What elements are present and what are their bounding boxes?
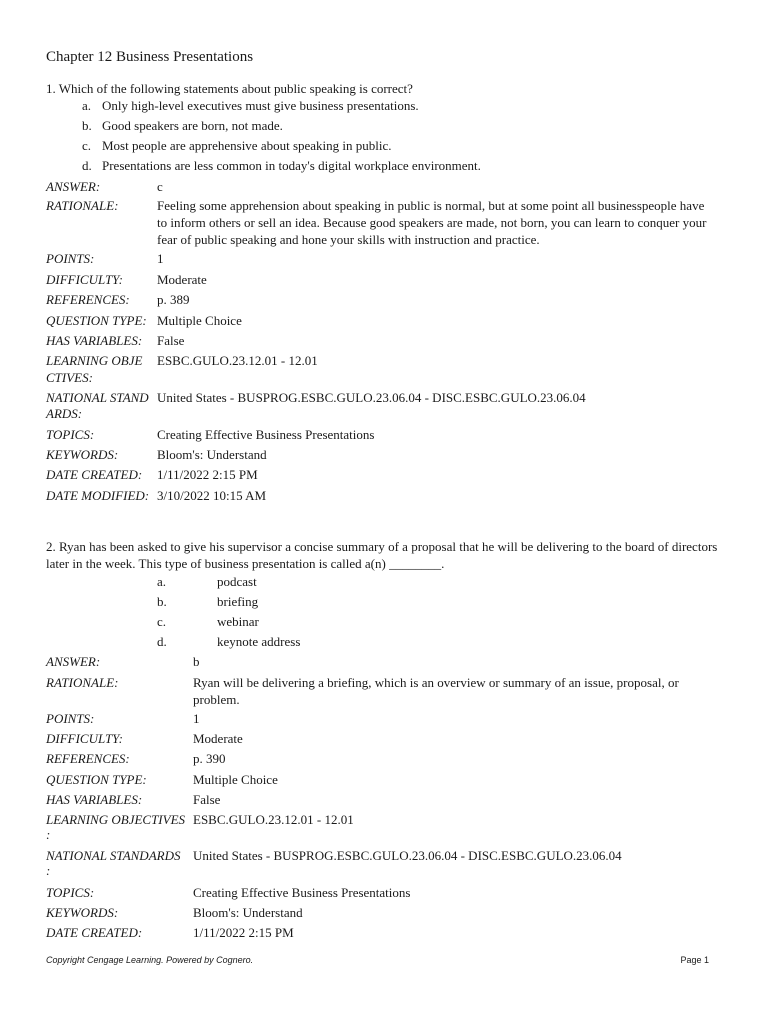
q2-keywords-label: KEYWORDS:	[46, 905, 119, 920]
q2-points-value: 1	[193, 711, 200, 726]
q2-option-c-letter: c.	[157, 614, 167, 629]
q2-learning-objectives-value: ESBC.GULO.23.12.01 - 12.01	[193, 812, 354, 827]
footer-page-number: Page 1	[680, 955, 709, 965]
q1-option-c-text: Most people are apprehensive about speaking in public.	[102, 138, 392, 153]
q1-option-a-text: Only high-level executives must give business presentations.	[102, 98, 419, 113]
q2-learning-objectives-label-cont: :	[46, 827, 51, 842]
q1-answer-label: ANSWER:	[46, 179, 101, 194]
q1-question-type-value: Multiple Choice	[157, 313, 242, 328]
q1-points-value: 1	[157, 251, 164, 266]
q1-points-label: POINTS:	[46, 251, 95, 266]
q2-date-created-label: DATE CREATED:	[46, 925, 143, 940]
q1-date-modified-value: 3/10/2022 10:15 AM	[157, 488, 267, 503]
q2-option-a-letter: a.	[157, 574, 167, 589]
chapter-title: Chapter 12 Business Presentations	[46, 49, 254, 65]
q1-option-d-text: Presentations are less common in today's digital workplace environment.	[102, 158, 481, 173]
q1-topics-label: TOPICS:	[46, 427, 95, 442]
q2-has-variables-label: HAS VARIABLES:	[46, 792, 143, 807]
q1-date-modified-label: DATE MODIFIED:	[46, 488, 150, 503]
q2-national-standards-value: United States - BUSPROG.ESBC.GULO.23.06.04 - DISC.ESBC.GULO.23.06.04	[193, 848, 622, 863]
q1-references-value: p. 389	[157, 292, 190, 307]
q2-difficulty-value: Moderate	[193, 731, 243, 746]
question-1-text: 1. Which of the following statements about public speaking is correct?	[46, 81, 413, 96]
q2-option-d-text: keynote address	[217, 634, 301, 649]
q1-national-standards-label-cont: ARDS:	[46, 406, 83, 421]
q2-answer-label: ANSWER:	[46, 654, 101, 669]
q1-rationale-label: RATIONALE:	[46, 198, 119, 213]
q1-references-label: REFERENCES:	[46, 292, 130, 307]
q1-rationale-value: Feeling some apprehension about speaking in public is normal, but at some point all businesspeople have to inform others or sell an idea. Because good speakers are made, not born, you can learn to conquer your fear of public speaking and hone your skills with instruction and practice.	[157, 198, 707, 247]
q2-national-standards-label: NATIONAL STANDARDS	[46, 848, 181, 863]
q2-date-created-value: 1/11/2022 2:15 PM	[193, 925, 294, 940]
q1-difficulty-label: DIFFICULTY:	[46, 272, 123, 287]
q1-has-variables-value: False	[157, 333, 185, 348]
q1-keywords-label: KEYWORDS:	[46, 447, 119, 462]
q2-question-type-value: Multiple Choice	[193, 772, 278, 787]
q1-question-type-label: QUESTION TYPE:	[46, 313, 147, 328]
q1-option-d-letter: d.	[82, 158, 92, 173]
q2-question-type-label: QUESTION TYPE:	[46, 772, 147, 787]
q1-national-standards-value: United States - BUSPROG.ESBC.GULO.23.06.04 - DISC.ESBC.GULO.23.06.04	[157, 390, 586, 405]
q2-topics-value: Creating Effective Business Presentations	[193, 885, 411, 900]
q2-national-standards-label-cont: :	[46, 863, 51, 878]
q2-option-a-text: podcast	[217, 574, 257, 589]
q1-learning-objectives-value: ESBC.GULO.23.12.01 - 12.01	[157, 353, 318, 368]
q2-rationale-value: Ryan will be delivering a briefing, which is an overview or summary of an issue, proposal, or problem.	[193, 675, 679, 707]
q1-option-a-letter: a.	[82, 98, 92, 113]
q1-answer-value: c	[157, 179, 163, 194]
q2-option-d-letter: d.	[157, 634, 167, 649]
q1-has-variables-label: HAS VARIABLES:	[46, 333, 143, 348]
q2-rationale-label: RATIONALE:	[46, 675, 119, 690]
q1-date-created-value: 1/11/2022 2:15 PM	[157, 467, 258, 482]
q1-option-b-text: Good speakers are born, not made.	[102, 118, 283, 133]
q2-topics-label: TOPICS:	[46, 885, 95, 900]
q2-references-label: REFERENCES:	[46, 751, 130, 766]
q2-option-b-text: briefing	[217, 594, 259, 609]
q1-keywords-value: Bloom's: Understand	[157, 447, 267, 462]
q1-national-standards-label: NATIONAL STAND	[46, 390, 149, 405]
q1-learning-objectives-label-cont: CTIVES:	[46, 370, 93, 385]
q1-learning-objectives-label: LEARNING OBJE	[46, 353, 143, 368]
q2-learning-objectives-label: LEARNING OBJECTIVES	[46, 812, 186, 827]
q2-option-b-letter: b.	[157, 594, 167, 609]
q2-references-value: p. 390	[193, 751, 226, 766]
q2-option-c-text: webinar	[217, 614, 259, 629]
q1-date-created-label: DATE CREATED:	[46, 467, 143, 482]
q2-keywords-value: Bloom's: Understand	[193, 905, 303, 920]
q2-has-variables-value: False	[193, 792, 221, 807]
q2-points-label: POINTS:	[46, 711, 95, 726]
q1-difficulty-value: Moderate	[157, 272, 207, 287]
q1-topics-value: Creating Effective Business Presentations	[157, 427, 375, 442]
q1-option-b-letter: b.	[82, 118, 92, 133]
question-2-text: 2. Ryan has been asked to give his supervisor a concise summary of a proposal that he will be delivering to the board of directors later in the week. This type of business presentation is called a(n) ________.	[46, 539, 718, 571]
q1-option-c-letter: c.	[82, 138, 92, 153]
q2-answer-value: b	[193, 654, 200, 669]
footer-copyright: Copyright Cengage Learning. Powered by Cognero.	[46, 955, 254, 965]
q2-difficulty-label: DIFFICULTY:	[46, 731, 123, 746]
